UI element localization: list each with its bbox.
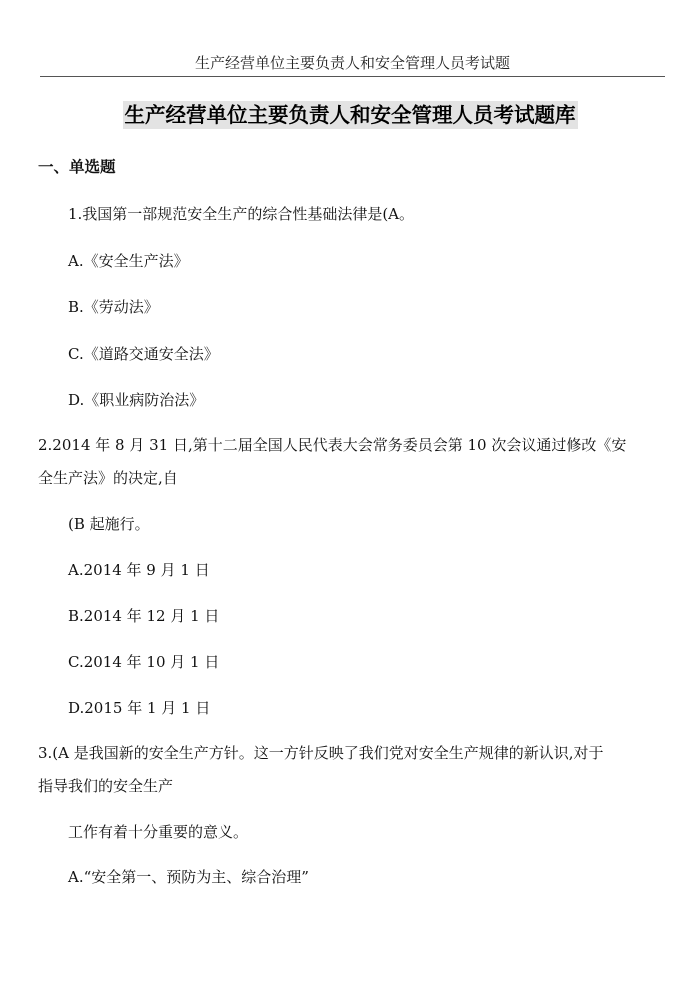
question-3-stem-line-2: 指导我们的安全生产 [38,777,174,795]
question-2-option-d: D.2015 年 1 月 1 日 [68,699,211,717]
question-1-option-a: A.《安全生产法》 [68,252,189,270]
question-3-stem-line-1: 3.(A 是我国新的安全生产方针。这一方针反映了我们党对安全生产规律的新认识,对于 [38,744,604,762]
question-1-option-d: D.《职业病防治法》 [68,391,205,409]
running-header: 生产经营单位主要负责人和安全管理人员考试题 [40,52,665,77]
document-title-text: 生产经营单位主要负责人和安全管理人员考试题库 [124,103,576,127]
question-2-option-b: B.2014 年 12 月 1 日 [68,607,220,625]
question-2-stem-line-3: (B 起施行。 [68,515,150,533]
section-heading: 一、单选题 [38,158,116,176]
question-2-stem-line-2: 全生产法》的决定,自 [38,469,178,487]
question-1-option-b: B.《劳动法》 [68,298,159,316]
question-1-stem: 1.我国第一部规范安全生产的综合性基础法律是(A。 [68,205,414,223]
question-2-option-c: C.2014 年 10 月 1 日 [68,653,220,671]
question-3-option-a: A.“安全第一、预防为主、综合治理” [68,868,309,886]
document-title [0,98,700,128]
question-2-option-a: A.2014 年 9 月 1 日 [68,561,210,579]
question-1-option-c: C.《道路交通安全法》 [68,345,219,363]
question-2-stem-line-1: 2.2014 年 8 月 31 日,第十二届全国人民代表大会常务委员会第 10 次会议通过修改《安 [38,436,627,454]
question-3-stem-line-3: 工作有着十分重要的意义。 [68,823,249,841]
